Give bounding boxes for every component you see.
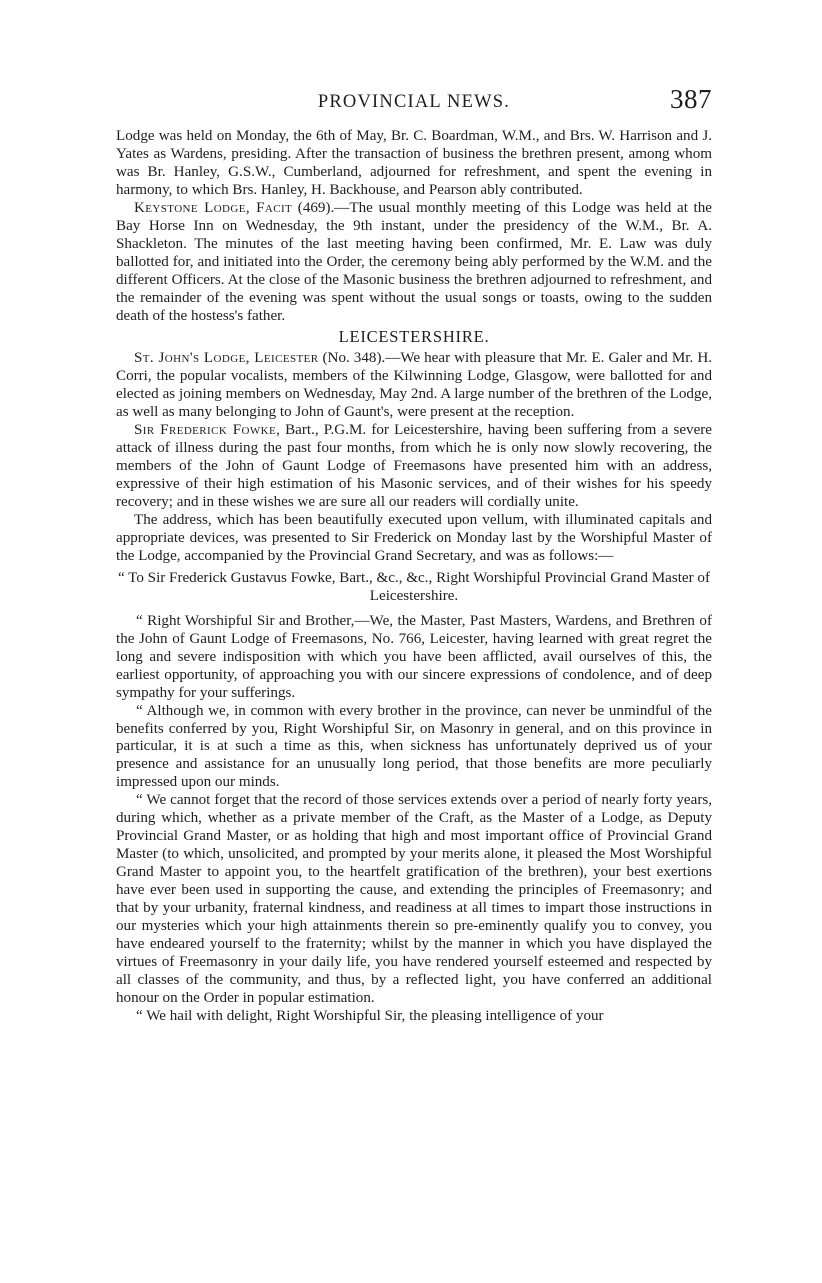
section-heading-leicestershire: LEICESTERSHIRE. — [338, 327, 490, 347]
address-title: “ To Sir Frederick Gustavus Fowke, Bart., &c., &c., Right Worshipful Provincial Grand Master of Leicestershire. — [117, 569, 711, 604]
paragraph-keystone-lodge — [116, 200, 712, 326]
paragraph-address-intro: The address, which has been beautifully executed upon vellum, with illuminated capitals and appropriate devices, was presented to Sir Frederick on Monday last by the Worshipful Master of the Lodge, accompanied by the Provincial Grand Secretary, and was as follows:— — [116, 512, 712, 564]
address-paragraph-1: “ Right Worshipful Sir and Brother,—We, the Master, Past Masters, Wardens, and Brethren of the John of Gaunt Lodge of Freemasons, No. 766, Leicester, having learned with great regret the long and severe indisposition with which you have been afflicted, avail ourselves of this, the earliest opportunity, of approaching you with our sincere expressions of condolence, and of deep sympathy for your sufferings. — [116, 612, 712, 701]
lodge-name-st-johns: St. John's Lodge, Leicester — [134, 350, 319, 367]
page-number: 387 — [670, 84, 712, 114]
paragraph-text: (No. 348).—We hear with pleasure that Mr. E. Galer and Mr. H. Corri, the popular vocalists, members of the Kilwinning Lodge, Glasgow, were ballotted for and elected as joining members on Wednesday, May 2nd. A large number of the brethren of the Lodge, as well as many belonging to John of Gaunt's, were present at the reception. — [116, 350, 712, 421]
address-paragraph-4: “ We hail with delight, Right Worshipful Sir, the pleasing intelligence of your — [136, 1007, 604, 1024]
paragraph-lodge-meeting: Lodge was held on Monday, the 6th of May, Br. C. Boardman, W.M., and Brs. W. Harrison and J. Yates as Wardens, presiding. After the transaction of business the brethren present, among whom was Br. Hanley, G.S.W., Cumberland, adjourned for refreshment, and spent the evening in harmony, to which Brs. Hanley, H. Backhouse, and Pearson ably contributed. — [116, 128, 712, 198]
address-paragraph-3: “ We cannot forget that the record of those services extends over a period of nearly forty years, during which, whether as a private member of the Craft, as the Master of a Lodge, as Deputy Provincial Grand Master, or as holding that high and most important office of Provincial Grand Master (to which, unsolicited, and prompted by your merits alone, it pleased the Most Worshipful Grand Master to appoint you, to the heartfelt gratification of the brethren), your best exertions have ever been used in supporting the cause, and extending the principles of Freemasonry; and that by your urbanity, fraternal kindness, and readiness at all times to impart those instructions in our mysteries which your high attainments therein so pre-eminently qualify you to convey, you have endeared yourself to the fraternity; whilst by the manner in which you have displayed the virtues of Freemasonry in your daily life, you have rendered yourself esteemed and respected by all classes of the community, and thus, by a reflected light, you have conferred an additional honour on the Order in popular estimation. — [116, 792, 712, 1006]
person-name-sir-frederick: Sir Frederick Fowke — [134, 422, 277, 439]
lodge-name-keystone: Keystone Lodge, Facit — [134, 199, 293, 216]
address-paragraph-2: “ Although we, in common with every brother in the province, can never be unmindful of the benefits conferred by you, Right Worshipful Sir, on Masonry in general, and on this province in particular, it is at such a time as this, when sickness has unfortunately deprived us of your presence and assistance for an unusually long period, that those benefits are more peculiarly impressed upon our minds. — [116, 702, 712, 791]
running-head — [116, 80, 712, 120]
paragraph-sir-frederick — [116, 422, 712, 512]
paragraph-text: (469).—The usual monthly meeting of this Lodge was held at the Bay Horse Inn on Wednesday, the 9th instant, under the presidency of the W.M., Br. A. Shackleton. The minutes of the last meeting having been confirmed, Mr. E. Law was duly ballotted for, and initiated into the Order, the ceremony being ably performed by the W.M. and the different Officers. At the close of the Masonic business the brethren adjourned to refreshment, and the remainder of the evening was spent without the usual songs or toasts, owing to the sudden death of the hostess's father. — [116, 199, 712, 324]
paragraph-st-johns-lodge — [116, 350, 712, 422]
paragraph-text: , Bart., P.G.M. for Leicestershire, having been suffering from a severe attack of illness during the past four months, from which he is only now slowly recovering, the members of the John of Gaunt Lodge of Freemasons have presented him with an address, expressive of their high estimation of his Masonic services, and of their wishes for his speedy recovery; and in these wishes we are sure all our readers will cordially unite. — [116, 422, 712, 511]
running-title: PROVINCIAL NEWS. — [317, 92, 511, 112]
article-body — [116, 128, 712, 1026]
